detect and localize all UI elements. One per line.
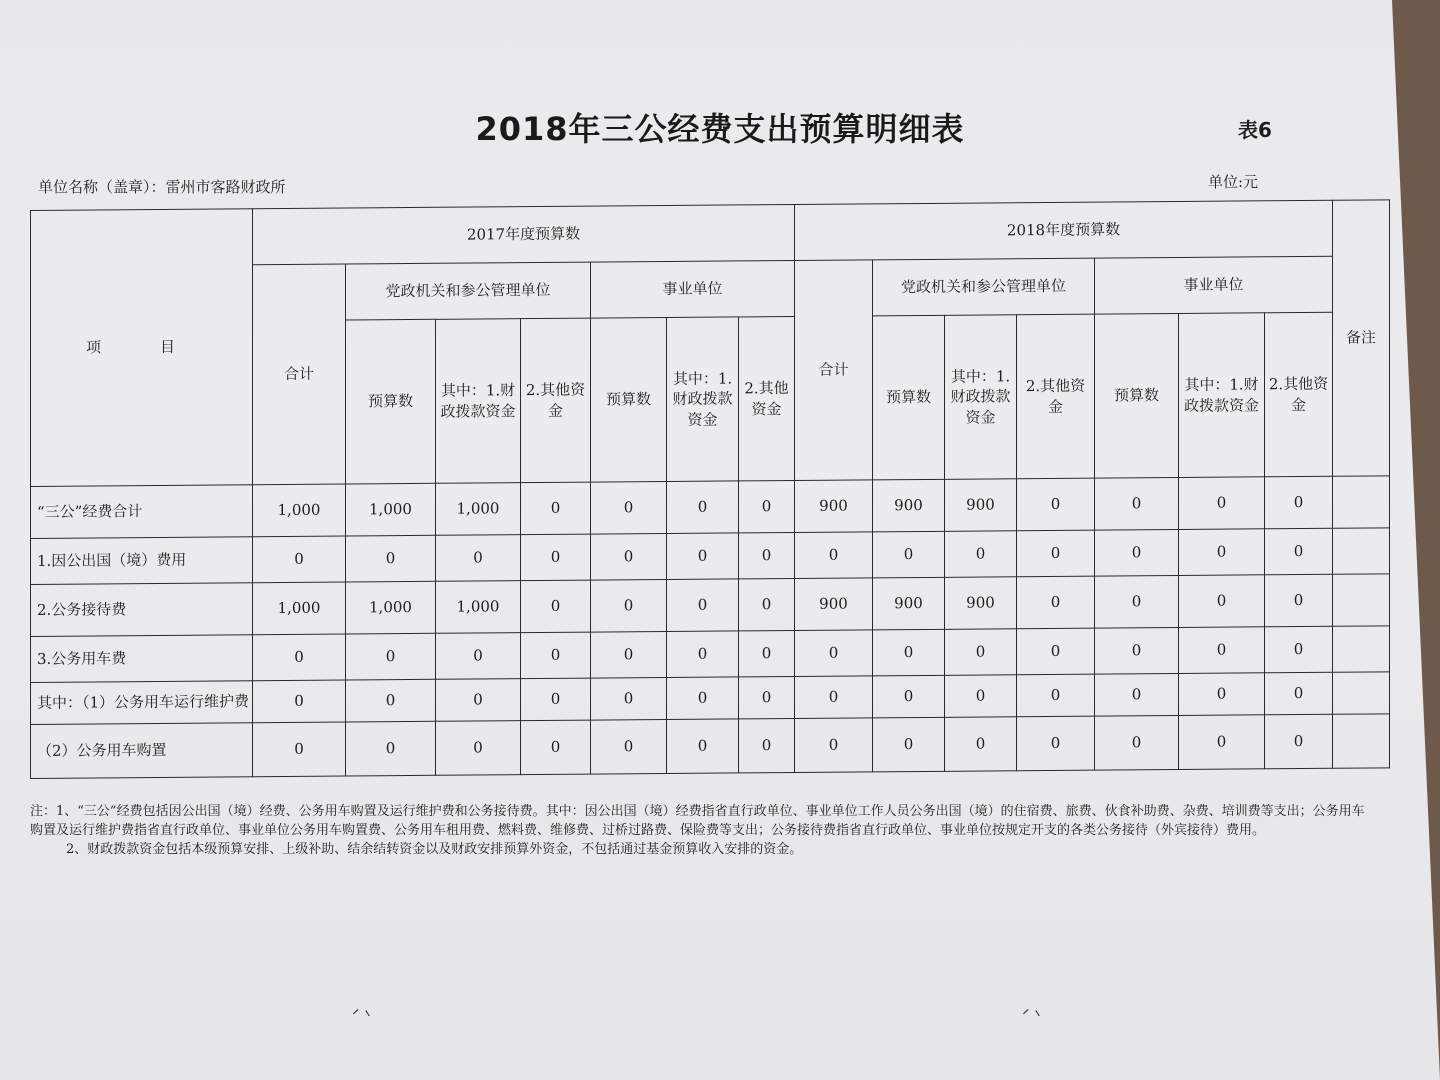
table-cell [1333, 476, 1390, 528]
header-party-2017: 党政机关和参公管理单位 [346, 262, 591, 320]
table-cell: 0 [521, 580, 591, 633]
table-cell: 0 [1017, 478, 1095, 531]
table-cell: 0 [253, 722, 346, 777]
header-party-budget-2018: 预算数 [873, 315, 945, 480]
table-cell: 0 [1265, 476, 1333, 529]
table-body [31, 476, 1390, 779]
header-party-fin-2018: 其中：1.财政拨款资金 [945, 315, 1017, 480]
table-cell: 0 [591, 580, 667, 633]
row-label: （2）公务用车购置 [31, 723, 253, 779]
table-cell: 0 [667, 533, 739, 580]
table-cell: 1,000 [436, 581, 521, 634]
header-inst-2018: 事业单位 [1095, 256, 1333, 314]
table-cell: 0 [795, 630, 873, 677]
row-label: 3.公务用车费 [31, 635, 253, 683]
table-number: 表6 [1238, 118, 1272, 142]
table-cell: 0 [795, 718, 873, 773]
table-cell: 1,000 [346, 581, 436, 634]
note-2: 2、财政拨款资金包括本级预算安排、上级补助、结余结转资金以及财政安排预算外资金，不包括通过基金预算收入安排的资金。 [66, 842, 803, 857]
table-cell: 900 [795, 578, 873, 631]
table-cell: 0 [1265, 574, 1333, 627]
table-cell: 0 [739, 578, 795, 630]
table-cell: 1,000 [253, 582, 346, 635]
table-cell: 0 [591, 678, 667, 721]
budget-table [30, 199, 1390, 779]
header-inst-other-2018: 2.其他资金 [1265, 312, 1333, 477]
header-party-other-2017: 2.其他资金 [521, 318, 591, 483]
table-cell: 0 [436, 633, 521, 680]
table-cell [1333, 574, 1390, 626]
table-cell: 0 [667, 631, 739, 678]
header-total-2018: 合计 [795, 260, 873, 481]
table-cell: 0 [346, 633, 436, 680]
table-cell: 0 [436, 535, 521, 582]
table-cell: 0 [667, 719, 739, 774]
header-party-2018: 党政机关和参公管理单位 [873, 258, 1095, 316]
table-cell: 900 [873, 577, 945, 630]
table-cell: 0 [1095, 673, 1179, 716]
row-label: 1.因公出国（境）费用 [31, 537, 253, 585]
table-cell: 0 [873, 629, 945, 676]
table-cell: 0 [1265, 626, 1333, 673]
table-cell: 0 [1179, 529, 1265, 576]
table-row [31, 714, 1390, 779]
table-cell: 0 [667, 579, 739, 632]
table-cell: 0 [795, 532, 873, 579]
table-cell: 0 [739, 676, 795, 718]
table-cell [1333, 528, 1390, 574]
table-cell: 0 [1095, 529, 1179, 576]
table-cell: 0 [795, 676, 873, 719]
header-party-other-2018: 2.其他资金 [1017, 314, 1095, 479]
table-cell: 0 [521, 678, 591, 721]
table-cell: 0 [253, 680, 346, 723]
table-cell: 0 [346, 535, 436, 582]
table-cell: 0 [591, 720, 667, 775]
staple-mark: ᐟ ᐠ [1020, 1004, 1042, 1027]
table-cell: 0 [1095, 715, 1179, 770]
table-cell: 0 [591, 632, 667, 679]
table-cell: 900 [795, 480, 873, 533]
table-cell: 0 [253, 536, 346, 583]
row-label: 2.公务接待费 [31, 583, 253, 637]
table-cell: 0 [739, 630, 795, 676]
table-cell: 0 [591, 534, 667, 581]
row-label: 其中：（1）公务用车运行维护费 [31, 681, 253, 725]
table-cell: 0 [1179, 575, 1265, 628]
table-cell: 0 [739, 718, 795, 772]
table-cell: 0 [1017, 576, 1095, 629]
header-inst-budget-2018: 预算数 [1095, 313, 1179, 478]
table-cell: 0 [1095, 575, 1179, 628]
table-cell: 0 [1017, 530, 1095, 577]
table-cell [1333, 714, 1390, 768]
header-2017: 2017年度预算数 [253, 204, 795, 264]
table-cell: 0 [436, 721, 521, 776]
table-cell: 0 [1095, 477, 1179, 530]
table-cell: 0 [1179, 715, 1265, 770]
table-cell: 900 [945, 479, 1017, 532]
table-cell: 1,000 [253, 484, 346, 537]
header-inst-budget-2017: 预算数 [591, 318, 667, 483]
table-cell: 0 [1017, 716, 1095, 771]
table-cell: 0 [667, 481, 739, 534]
table-cell: 0 [945, 629, 1017, 676]
table-cell: 0 [1095, 627, 1179, 674]
table-cell: 1,000 [436, 483, 521, 536]
header-party-fin-2017: 其中：1.财政拨款资金 [436, 319, 521, 484]
header-inst-fin-2017: 其中：1.财政拨款资金 [667, 317, 739, 482]
table-cell: 0 [1265, 714, 1333, 769]
table-cell: 0 [521, 534, 591, 581]
table-cell: 0 [739, 480, 795, 532]
table-cell: 0 [739, 532, 795, 578]
table-cell: 0 [873, 717, 945, 772]
table-cell [1333, 626, 1390, 672]
header-item: 项 目 [31, 209, 253, 487]
table-cell: 0 [873, 675, 945, 718]
table-cell: 0 [1017, 674, 1095, 717]
table-cell: 0 [1017, 628, 1095, 675]
table-cell: 0 [436, 679, 521, 722]
header-inst-other-2017: 2.其他资金 [739, 316, 795, 480]
page-title: 2018年三公经费支出预算明细表 [475, 110, 965, 148]
header-inst-2017: 事业单位 [591, 260, 795, 318]
table-cell: 0 [346, 679, 436, 722]
header-2018: 2018年度预算数 [795, 200, 1333, 260]
table-cell: 0 [253, 634, 346, 681]
note-1: 注：1、“三公”经费包括因公出国（境）经费、公务用车购置及运行维护费和公务接待费。其中：因公出国（境）经费指省直行政单位、事业单位工作人员公务出国（境）的住宿费、旅费、伙食补助费、杂费、培训费等支出；公务用车购置及运行维护费指省直行政单位、事业单位公务用车购置费、公务用车租用费、燃料费、维修费、过桥过路费、保险费等支出；公务接待费指省直行政单位、事业单位按规定开支的各类公务接待（外宾接待）费用。 [30, 804, 1365, 838]
table-cell: 900 [873, 479, 945, 532]
table-cell: 0 [591, 482, 667, 535]
row-label: “三公”经费合计 [31, 485, 253, 539]
header-inst-fin-2018: 其中：1.财政拨款资金 [1179, 313, 1265, 478]
header-total-2017: 合计 [253, 264, 346, 485]
table-cell: 0 [945, 717, 1017, 772]
table-cell: 0 [1179, 627, 1265, 674]
table-cell: 0 [521, 632, 591, 679]
table-cell: 1,000 [346, 483, 436, 536]
table-cell: 0 [1179, 673, 1265, 716]
table-cell [1333, 672, 1390, 714]
currency-unit: 单位:元 [1208, 173, 1259, 191]
table-cell: 0 [521, 720, 591, 775]
staple-mark: ᐟ ᐠ [350, 1004, 372, 1027]
table-cell: 0 [1265, 528, 1333, 575]
table-cell: 0 [346, 721, 436, 776]
table-cell: 0 [1179, 477, 1265, 530]
table-cell: 0 [1265, 672, 1333, 715]
table-cell: 0 [873, 531, 945, 578]
unit-name: 单位名称（盖章）：雷州市客路财政所 [38, 178, 286, 196]
table-cell: 900 [945, 577, 1017, 630]
header-remark: 备注 [1333, 200, 1390, 476]
table-cell: 0 [945, 675, 1017, 718]
notes [30, 802, 1370, 859]
table-cell: 0 [521, 482, 591, 535]
header-party-budget-2017: 预算数 [346, 319, 436, 484]
table-cell: 0 [667, 677, 739, 720]
table-cell: 0 [945, 531, 1017, 578]
